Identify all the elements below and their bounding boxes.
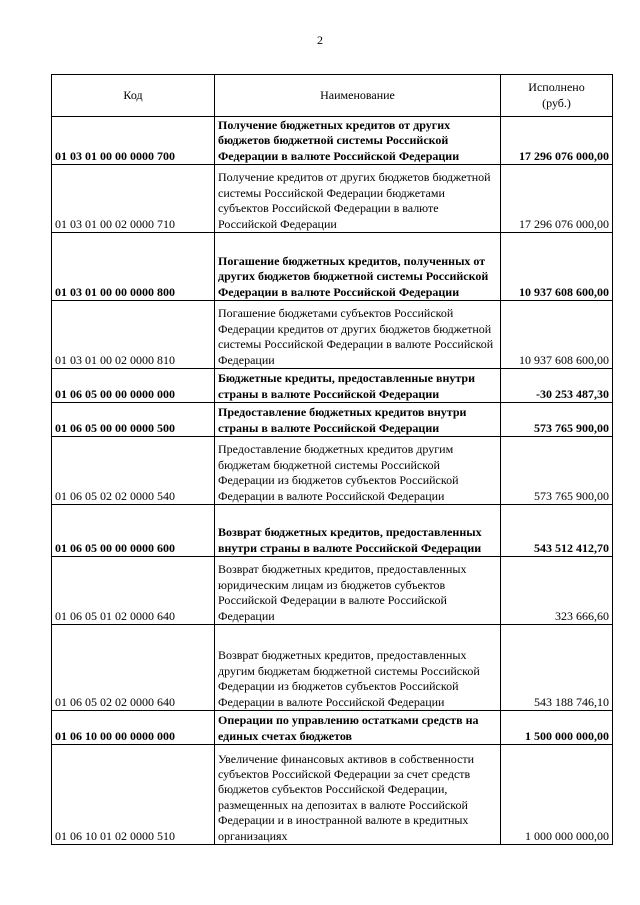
page-number: 2 [317,33,323,47]
table-row [52,165,613,233]
table-row [52,403,613,437]
row-amount: 323 666,60 [501,557,613,625]
table-row [52,505,613,557]
row-name: Получение кредитов от других бюджетов бюджетной системы Российской Федерации бюджетами субъектов Российской Федерации в валюте Российской Федерации [215,165,501,233]
row-code: 01 03 01 00 00 0000 800 [52,233,215,301]
row-name: Погашение бюджетных кредитов, полученных от других бюджетов бюджетной системы Российской Федерации в валюте Российской Федерации [215,233,501,301]
row-code: 01 06 05 01 02 0000 640 [52,557,215,625]
row-amount: 1 500 000 000,00 [501,711,613,745]
row-name: Операции по управлению остатками средств на единых счетах бюджетов [215,711,501,745]
table-row [52,745,613,845]
header-code: Код [52,75,215,117]
row-code: 01 06 05 00 00 0000 500 [52,403,215,437]
table-row [52,233,613,301]
row-amount: 1 000 000 000,00 [501,745,613,845]
row-name: Бюджетные кредиты, предоставленные внутри страны в валюте Российской Федерации [215,369,501,403]
header-amount-line1: Исполнено [528,80,585,95]
row-name: Возврат бюджетных кредитов, предоставленных внутри страны в валюте Российской Федерации [215,505,501,557]
table-row [52,625,613,711]
row-name: Возврат бюджетных кредитов, предоставленных юридическим лицам из бюджетов субъектов Российской Федерации в валюте Российской Федерации [215,557,501,625]
table-row [52,557,613,625]
table-row [52,369,613,403]
row-name: Получение бюджетных кредитов от других бюджетов бюджетной системы Российской Федерации в валюте Российской Федерации [215,117,501,165]
row-amount: 10 937 608 600,00 [501,301,613,369]
table-row [52,301,613,369]
row-name: Возврат бюджетных кредитов, предоставленных другим бюджетам бюджетной системы Российской Федерации из бюджетов субъектов Российской Федерации в валюте Российской Федерации [215,625,501,711]
header-name: Наименование [215,75,501,117]
row-code: 01 06 05 00 00 0000 600 [52,505,215,557]
row-code: 01 06 05 02 02 0000 640 [52,625,215,711]
row-amount: -30 253 487,30 [501,369,613,403]
row-code: 01 06 05 00 00 0000 000 [52,369,215,403]
row-code: 01 03 01 00 02 0000 710 [52,165,215,233]
table-row [52,437,613,505]
row-name: Погашение бюджетами субъектов Российской Федерации кредитов от других бюджетов бюджетной системы Российской Федерации в валюте Российской Федерации [215,301,501,369]
header-amount [501,75,613,117]
table-row [52,711,613,745]
row-name: Увеличение финансовых активов в собственности субъектов Российской Федерации за счет средств бюджетов субъектов Российской Федерации, размещенных на депозитах в валюте Российской Федерации и в иностранной валюте в кредитных организациях [215,745,501,845]
row-amount: 573 765 900,00 [501,437,613,505]
row-amount: 10 937 608 600,00 [501,233,613,301]
row-code: 01 06 10 01 02 0000 510 [52,745,215,845]
header-amount-line2: (руб.) [542,95,571,110]
row-amount: 543 512 412,70 [501,505,613,557]
table-row [52,117,613,165]
row-name: Предоставление бюджетных кредитов внутри страны в валюте Российской Федерации [215,403,501,437]
row-amount: 17 296 076 000,00 [501,165,613,233]
row-code: 01 06 10 00 00 0000 000 [52,711,215,745]
row-code: 01 03 01 00 00 0000 700 [52,117,215,165]
row-code: 01 03 01 00 02 0000 810 [52,301,215,369]
row-code: 01 06 05 02 02 0000 540 [52,437,215,505]
table-header-row [52,75,613,117]
row-amount: 543 188 746,10 [501,625,613,711]
budget-execution-table [51,74,613,845]
row-amount: 573 765 900,00 [501,403,613,437]
row-name: Предоставление бюджетных кредитов другим бюджетам бюджетной системы Российской Федерации из бюджетов субъектов Российской Федерации в валюте Российской Федерации [215,437,501,505]
row-amount: 17 296 076 000,00 [501,117,613,165]
